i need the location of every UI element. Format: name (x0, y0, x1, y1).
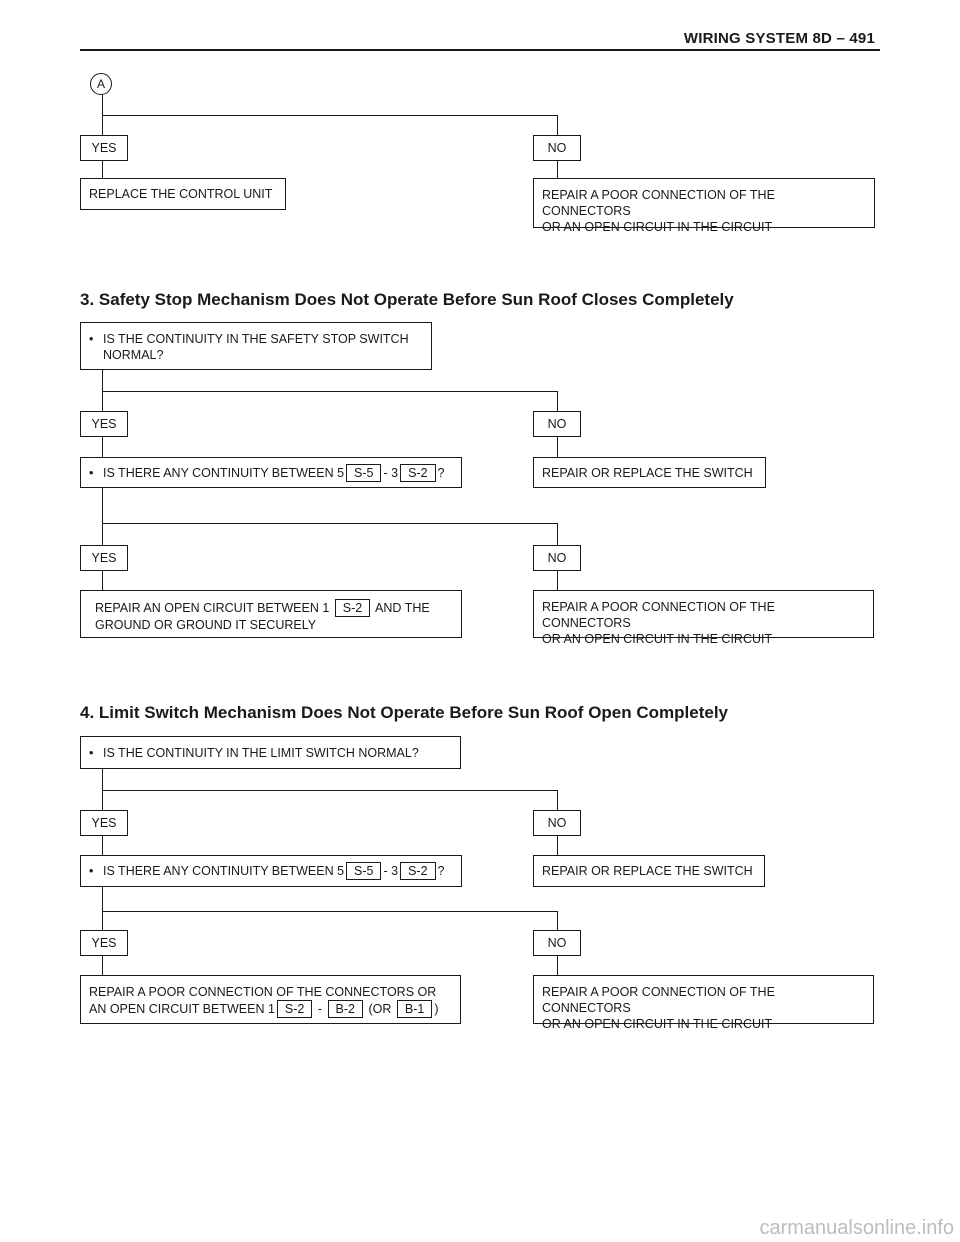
box-text: REPAIR AN OPEN CIRCUIT BETWEEN 1 (95, 601, 330, 615)
yes-label: YES (80, 930, 128, 956)
connector-line (557, 956, 558, 975)
continuity-question-box (80, 457, 462, 488)
yes-label: YES (80, 545, 128, 571)
box-text: IS THERE ANY CONTINUITY BETWEEN 5 (103, 465, 345, 480)
connector-line (557, 571, 558, 590)
no-label: NO (533, 930, 581, 956)
connector-line (102, 571, 103, 590)
branch-line (102, 115, 557, 116)
repair-connection-box (533, 975, 874, 1031)
box-text-line: REPAIR A POOR CONNECTION OF THE CONNECTORS (542, 188, 775, 218)
connector-ref-b1: B-1 (397, 1000, 432, 1018)
box-text: - 3 (383, 864, 399, 878)
repair-connection-box (533, 178, 875, 234)
branch-line (102, 523, 557, 524)
connector-ref-s5: S-5 (346, 464, 381, 482)
branch-line (102, 790, 557, 791)
box-text: ? (437, 864, 445, 878)
continuity-question-box (80, 855, 462, 887)
box-text-line: REPAIR A POOR CONNECTION OF THE CONNECTORS OR (89, 985, 437, 999)
box-text-line: GROUND OR GROUND IT SECURELY (95, 618, 317, 632)
section-3-title: 3. Safety Stop Mechanism Does Not Operate Before Sun Roof Closes Completely (80, 290, 734, 309)
box-text-line: NORMAL? (103, 348, 164, 362)
no-branch-line (557, 115, 558, 135)
connector-ref-s2: S-2 (400, 862, 435, 880)
watermark-text: carmanualsonline.info (759, 1217, 954, 1239)
header-rule (80, 49, 880, 51)
box-text-line: REPAIR A POOR CONNECTION OF THE CONNECTORS (542, 985, 775, 1015)
connector-line (557, 437, 558, 457)
box-text: AND THE (375, 601, 430, 615)
box-text: REPLACE THE CONTROL UNIT (89, 187, 273, 201)
no-branch-line (557, 790, 558, 810)
page-header-title: WIRING SYSTEM 8D – 491 (683, 30, 875, 47)
bullet-icon: • (89, 332, 94, 346)
section-4-title: 4. Limit Switch Mechanism Does Not Operate Before Sun Roof Open Completely (80, 703, 728, 722)
branch-line (102, 391, 557, 392)
connector-a-circle: A (90, 73, 112, 95)
bullet-icon: • (89, 864, 94, 878)
yes-branch-line (102, 115, 103, 135)
box-text: - (317, 1002, 323, 1016)
repair-connection-box (533, 590, 874, 646)
box-text-line: OR AN OPEN CIRCUIT IN THE CIRCUIT (542, 1017, 773, 1031)
box-text: ) (434, 1002, 439, 1016)
connector-line (102, 836, 103, 855)
connector-line (102, 95, 103, 115)
no-branch-line (557, 391, 558, 411)
box-text: (OR (368, 1002, 392, 1016)
no-branch-line (557, 911, 558, 930)
bullet-icon: • (89, 745, 94, 760)
no-label: NO (533, 810, 581, 836)
repair-open-circuit-box (80, 590, 462, 638)
branch-line (102, 911, 557, 912)
box-text: IS THERE ANY CONTINUITY BETWEEN 5 (103, 864, 345, 878)
no-label: NO (533, 411, 581, 437)
connector-ref-b2: B-2 (328, 1000, 363, 1018)
connector-line (557, 161, 558, 178)
replace-control-unit-box (80, 178, 286, 210)
box-text: IS THE CONTINUITY IN THE LIMIT SWITCH NORMAL? (103, 745, 419, 760)
no-branch-line (557, 523, 558, 545)
yes-label: YES (80, 810, 128, 836)
repair-replace-switch-box (533, 457, 766, 488)
box-text: REPAIR OR REPLACE THE SWITCH (542, 465, 753, 480)
connector-line (102, 887, 103, 930)
box-text: - 3 (383, 465, 399, 480)
connector-line (102, 956, 103, 975)
box-text: ? (437, 465, 445, 480)
connector-line (557, 836, 558, 855)
repair-replace-switch-box (533, 855, 765, 887)
no-label: NO (533, 135, 581, 161)
connector-ref-s5: S-5 (346, 862, 381, 880)
box-text: REPAIR OR REPLACE THE SWITCH (542, 864, 753, 878)
box-text-line: IS THE CONTINUITY IN THE SAFETY STOP SWITCH (103, 332, 409, 346)
connector-ref-s2: S-2 (277, 1000, 312, 1018)
box-text-line: OR AN OPEN CIRCUIT IN THE CIRCUIT (542, 632, 773, 646)
box-text-line: OR AN OPEN CIRCUIT IN THE CIRCUIT (542, 220, 773, 234)
connector-line (102, 161, 103, 178)
yes-label: YES (80, 411, 128, 437)
connector-ref-s2: S-2 (400, 464, 435, 482)
bullet-icon: • (89, 465, 94, 480)
repair-connection-open-circuit-box (80, 975, 461, 1024)
no-label: NO (533, 545, 581, 571)
limit-switch-question-box (80, 736, 461, 769)
box-text: AN OPEN CIRCUIT BETWEEN 1 (89, 1002, 275, 1016)
connector-ref-s2: S-2 (335, 599, 370, 617)
yes-label: YES (80, 135, 128, 161)
box-text-line: REPAIR A POOR CONNECTION OF THE CONNECTORS (542, 600, 775, 630)
connector-line (102, 437, 103, 457)
safety-switch-question-box (80, 322, 432, 370)
connector-line (102, 488, 103, 545)
